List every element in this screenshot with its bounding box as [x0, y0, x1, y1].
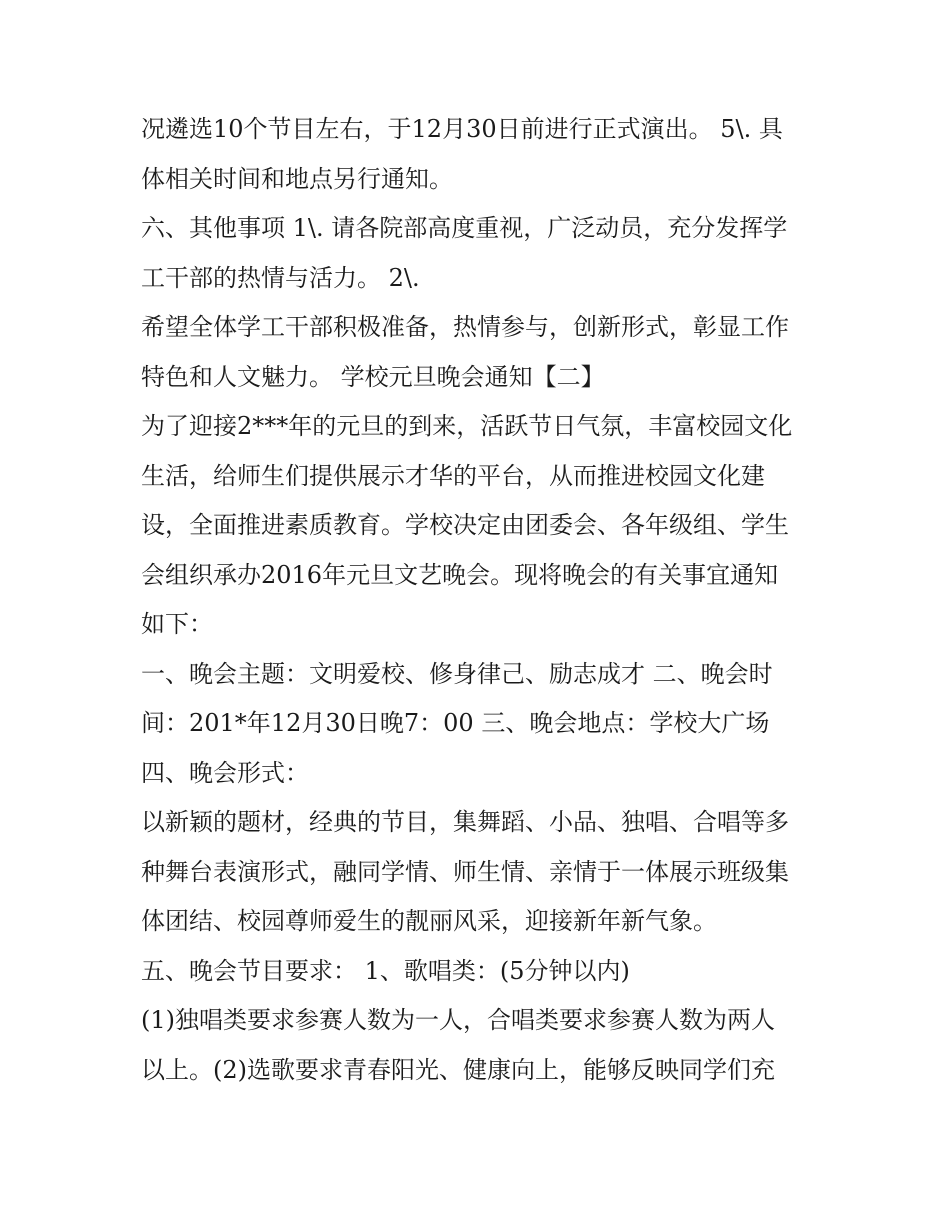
text-line: 四、晚会形式：	[141, 758, 309, 787]
text-line: 五、晚会节目要求： 1、歌唱类：(5分钟以内)	[141, 956, 630, 985]
text-line: 体团结、校园尊师爱生的靓丽风采，迎接新年新气象。	[141, 907, 717, 935]
text-line: 希望全体学工干部积极准备，热情参与，创新形式，彰显工作	[141, 313, 789, 341]
document-body	[141, 105, 821, 1095]
text-line: 间：201*年12月30日晚7：00 三、晚会地点：学校大广场	[141, 709, 770, 737]
text-line: 六、其他事项 1\. 请各院部高度重视，广泛动员，充分发挥学	[141, 214, 788, 242]
text-line: 生活，给师生们提供展示才华的平台，从而推进校园文化建	[141, 461, 765, 490]
text-line: 一、晚会主题：文明爱校、修身律己、励志成才 二、晚会时	[141, 659, 773, 688]
text-line: (1)独唱类要求参赛人数为一人，合唱类要求参赛人数为两人	[141, 1006, 775, 1034]
text-line: 工干部的热情与活力。 2\.	[141, 263, 420, 292]
text-line: 特色和人文魅力。 学校元旦晚会通知【二】	[141, 362, 605, 391]
text-line: 设，全面推进素质教育。学校决定由团委会、各年级组、学生	[141, 511, 789, 539]
text-line: 为了迎接2***年的元旦的到来，活跃节日气氛，丰富校园文化	[141, 412, 793, 440]
text-line: 如下：	[141, 610, 213, 638]
text-line: 以上。(2)选歌要求青春阳光、健康向上，能够反映同学们充	[141, 1055, 775, 1084]
text-line: 以新颖的题材，经典的节目，集舞蹈、小品、独唱、合唱等多	[141, 808, 789, 836]
text-line: 会组织承办2016年元旦文艺晚会。现将晚会的有关事宜通知	[141, 560, 779, 589]
text-line: 种舞台表演形式，融同学情、师生情、亲情于一体展示班级集	[141, 857, 789, 886]
text-line: 体相关时间和地点另行通知。	[141, 164, 453, 193]
text-line: 况遴选10个节目左右，于12月30日前进行正式演出。 5\. 具	[141, 115, 783, 143]
